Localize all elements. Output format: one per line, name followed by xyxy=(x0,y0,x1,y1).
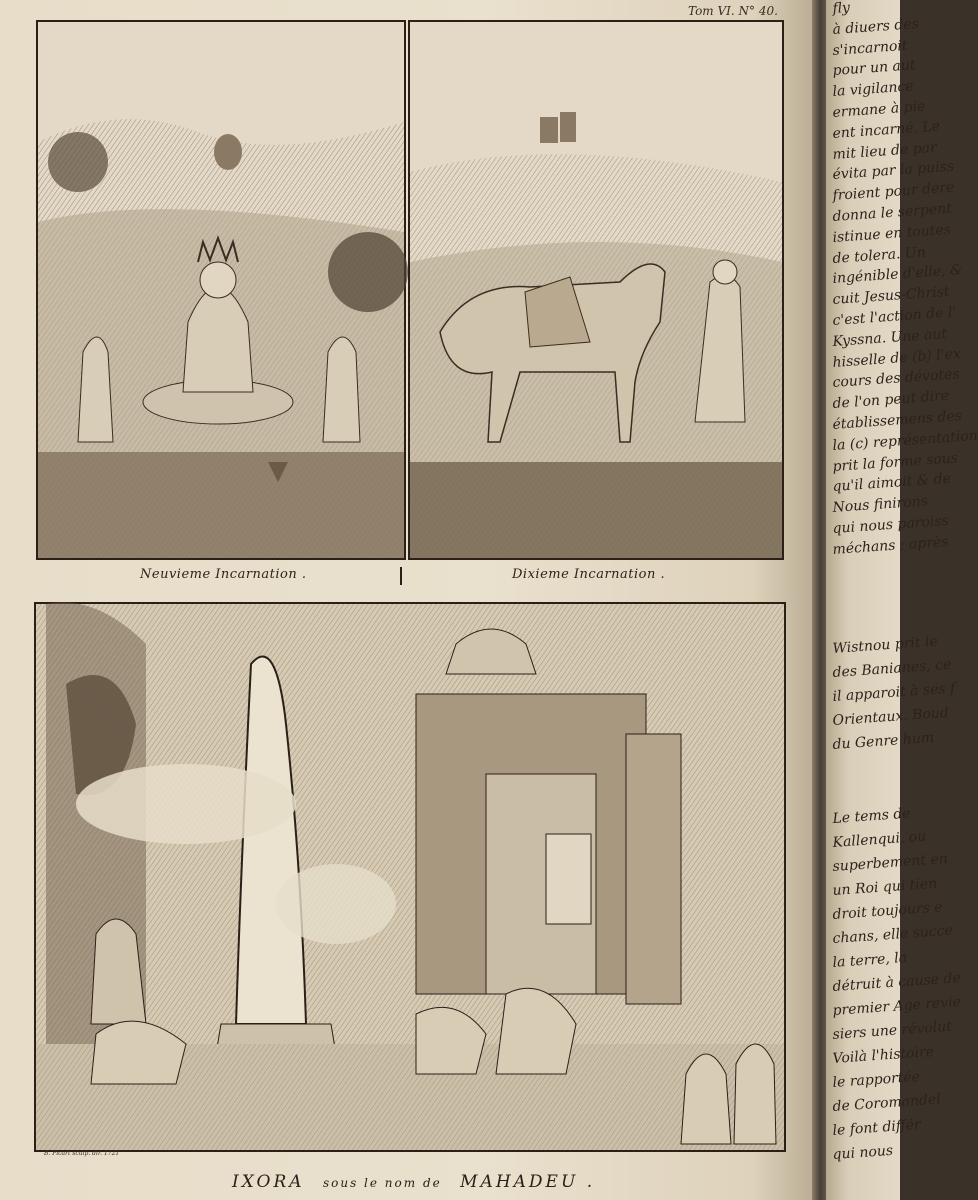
right-page-line: des Banianes, ce xyxy=(832,656,952,681)
right-page-line: donna le serpent xyxy=(832,200,953,225)
right-page-line: la terre, la xyxy=(832,949,908,971)
right-page-line: de tolera. Un xyxy=(832,244,927,267)
plate-reference: Tom VI. N° 40. xyxy=(688,4,778,18)
right-page-line: pour un aut xyxy=(832,57,917,80)
right-page-line: droit toujours e xyxy=(832,899,944,923)
right-page-line: Kallenqui, ou xyxy=(832,828,927,851)
right-page-line: la (c) représentation xyxy=(832,427,978,454)
title-mahadeu: MAHADEU . xyxy=(460,1172,596,1192)
right-page-line: à diuers des xyxy=(832,15,920,38)
right-page-line: cours des dévotes xyxy=(832,366,961,392)
right-page-line: Kyssna. Une aut xyxy=(832,325,948,350)
right-page-line: qui nous paroiss xyxy=(832,512,950,537)
engraving-tenth-incarnation xyxy=(408,20,784,560)
engraving-ninth-incarnation xyxy=(36,20,406,560)
right-page-line: istinue en toutes xyxy=(832,221,952,246)
right-page-line: méchans ; après xyxy=(832,533,949,558)
caption-tenth-incarnation: Dixieme Incarnation . xyxy=(512,567,666,582)
right-page-line: ent incarné. Le xyxy=(832,118,941,142)
right-page-line: froient pour dere xyxy=(832,179,955,205)
right-page-line: Voilà l'histoire xyxy=(832,1043,935,1067)
right-page-line: Orientaux. Boud xyxy=(832,704,950,729)
title-ixora: IXORA xyxy=(232,1172,305,1192)
right-page-line: détruit à cause de xyxy=(832,970,962,995)
plate-title xyxy=(232,1172,595,1192)
right-page-line: premier Age revie xyxy=(832,994,962,1019)
right-page-line: cuit Jesus-Christ xyxy=(832,284,951,309)
right-page-line: s'incarnoit xyxy=(832,37,908,59)
right-page-line: fly xyxy=(832,0,851,17)
right-page-line: de l'on peut dire xyxy=(832,388,950,413)
right-page-line: hisselle de (b) l'ex xyxy=(832,345,962,371)
right-page-line: ingénible d'elle, & xyxy=(832,262,963,288)
right-page-line: il apparoit à ses f xyxy=(832,680,956,705)
right-page-line: de Coromandel xyxy=(832,1091,942,1115)
right-page-line: Wistnou prit le xyxy=(832,633,939,657)
right-page-line: mit lieu de par xyxy=(832,139,938,163)
engraver-signature: B. Picart sculp. dir. 1721 xyxy=(44,1150,120,1157)
engraving-ixora-mahadeu xyxy=(34,602,786,1152)
ninth-incarnation-image xyxy=(38,22,404,558)
right-page-line: prit la forme sous xyxy=(832,449,959,475)
ixora-mahadeu-image xyxy=(36,604,784,1150)
right-page-line: établissemens des xyxy=(832,407,963,433)
tenth-incarnation-image xyxy=(410,22,782,558)
right-page-line: c'est l'action de l' xyxy=(832,304,957,329)
divider-mark xyxy=(400,567,402,585)
right-page-line: le font différ xyxy=(832,1116,922,1139)
right-page-text xyxy=(826,0,978,1200)
right-page-line: qui nous xyxy=(832,1142,894,1163)
right-page-line: chans, elle succe xyxy=(832,922,954,947)
title-connector: sous le nom de xyxy=(322,1176,442,1190)
right-page-line: évita par la puiss xyxy=(832,158,955,184)
right-page-line: qu'il aimoit & de xyxy=(832,471,952,496)
right-page-line: la vigilance xyxy=(832,78,915,101)
caption-ninth-incarnation: Neuvieme Incarnation . xyxy=(140,567,307,582)
right-page-line: siers une révolut xyxy=(832,1018,953,1043)
right-page-line: un Roi qui tien xyxy=(832,875,938,899)
right-page-line: Nous finirons xyxy=(832,493,929,517)
right-page-line: Le tems de xyxy=(832,805,912,827)
right-page-line: ermane à pie xyxy=(832,98,926,121)
right-page-line: le rapportée xyxy=(832,1068,921,1091)
right-page-line: superbement en xyxy=(832,850,949,875)
right-page-line: du Genre hum xyxy=(832,729,935,753)
